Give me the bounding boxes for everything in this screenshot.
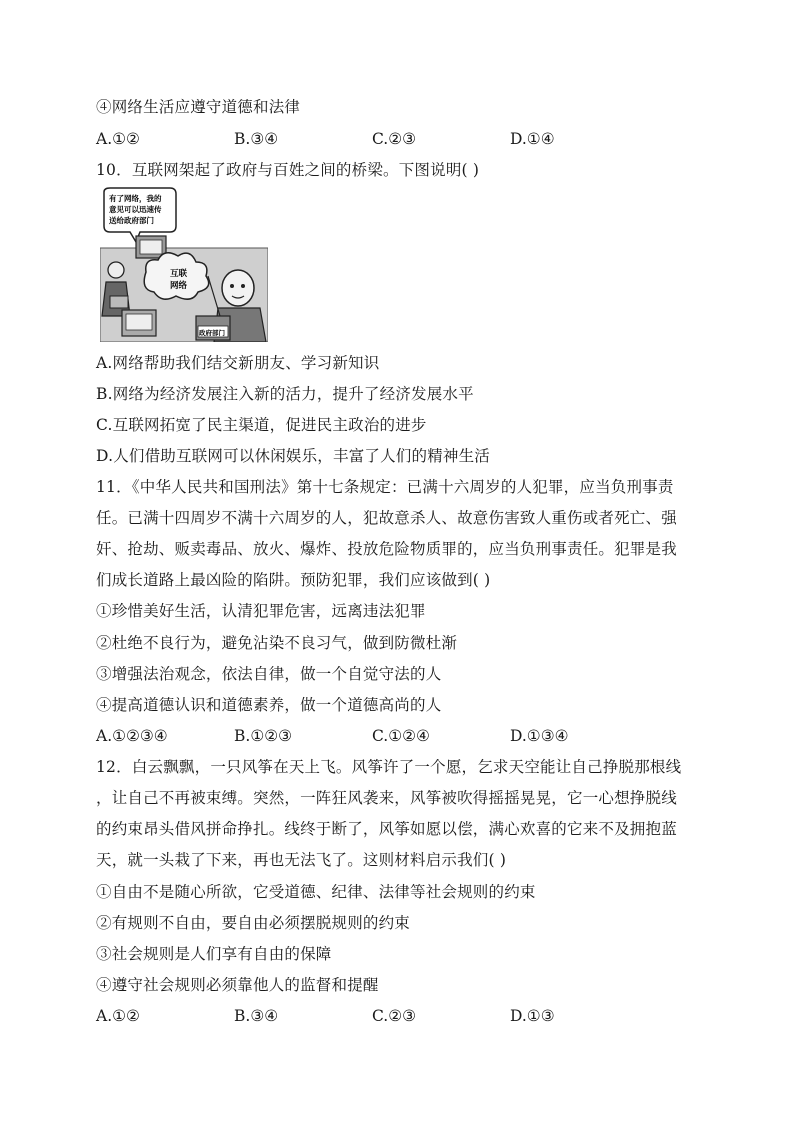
- q9-option-d[interactable]: D.①④: [510, 130, 555, 148]
- q10-option-b[interactable]: B.网络为经济发展注入新的活力，提升了经济发展水平: [96, 385, 474, 403]
- q12-option-c[interactable]: C.②③: [372, 1007, 417, 1025]
- q11-stem-line-1: 11．《中华人民共和国刑法》第十七条规定：已满十六周岁的人犯罪，应当负刑事责: [96, 478, 674, 496]
- bubble-text-3: 送给政府部门: [109, 216, 154, 225]
- q12-statement-4: ④遵守社会规则必须靠他人的监督和提醒: [96, 976, 379, 994]
- q10-stem: 10．互联网架起了政府与百姓之间的桥梁。下图说明( ): [96, 161, 480, 179]
- cloud-text-1: 互联: [170, 269, 188, 279]
- q9-option-b[interactable]: B.③④: [234, 130, 279, 148]
- q12-option-d[interactable]: D.①③: [510, 1007, 555, 1025]
- q12-stem-line-2: ，让自己不再被束缚。突然，一阵狂风袭来，风筝被吹得摇摇晃晃，它一心想挣脱线: [96, 789, 677, 807]
- q10-option-d[interactable]: D.人们借助互联网可以休闲娱乐，丰富了人们的精神生活: [96, 447, 491, 465]
- q12-statement-1: ①自由不是随心所欲，它受道德、纪律、法律等社会规则的约束: [96, 883, 536, 901]
- internet-cartoon: [100, 186, 268, 342]
- q9-options: [96, 129, 716, 149]
- q11-options: [96, 726, 716, 746]
- q10-option-c[interactable]: C.互联网拓宽了民主渠道，促进民主政治的进步: [96, 416, 427, 434]
- person-left-icon: [108, 262, 124, 278]
- q11-statement-2: ②杜绝不良行为，避免沾染不良习气，做到防微杜渐: [96, 634, 458, 652]
- official-icon: [222, 270, 254, 306]
- q12-stem-line-4: 天，就一头栽了下来，再也无法飞了。这则材料启示我们( ): [96, 851, 507, 869]
- cloud-text-2: 网络: [170, 281, 188, 291]
- q9-statement-4: ④网络生活应遵守道德和法律: [96, 98, 301, 116]
- q11-option-c[interactable]: C.①②④: [372, 727, 430, 745]
- desk-sign-text: 政府部门: [199, 329, 225, 337]
- q9-option-c[interactable]: C.②③: [372, 130, 417, 148]
- q11-stem-line-4: 们成长道路上最凶险的陷阱。预防犯罪，我们应该做到( ): [96, 571, 491, 589]
- q12-statement-2: ②有规则不自由，要自由必须摆脱规则的约束: [96, 914, 411, 932]
- q11-statement-3: ③增强法治观念，依法自律，做一个自觉守法的人: [96, 665, 442, 683]
- bubble-text-2: 意见可以迅速传: [109, 205, 162, 214]
- q11-statement-1: ①珍惜美好生活，认清犯罪危害，远离违法犯罪: [96, 602, 426, 620]
- q12-option-b[interactable]: B.③④: [234, 1007, 279, 1025]
- q11-stem-line-2: 任。已满十四周岁不满十六周岁的人，犯故意杀人、故意伤害致人重伤或者死亡、强: [96, 509, 677, 527]
- q11-stem-line-3: 奸、抢劫、贩卖毒品、放火、爆炸、投放危险物质罪的，应当负刑事责任。犯罪是我: [96, 540, 677, 558]
- q11-option-d[interactable]: D.①③④: [510, 727, 569, 745]
- q12-statement-3: ③社会规则是人们享有自由的保障: [96, 945, 332, 963]
- q12-stem-line-3: 的约束昂头借风拼命挣扎。线终于断了，风筝如愿以偿，满心欢喜的它来不及拥抱蓝: [96, 820, 677, 838]
- q10-option-a[interactable]: A.网络帮助我们结交新朋友、学习新知识: [96, 354, 380, 372]
- q12-options: [96, 1006, 716, 1026]
- q12-option-a[interactable]: A.①②: [96, 1007, 140, 1025]
- q12-stem-line-1: 12．白云飘飘，一只风筝在天上飞。风筝许了一个愿，乞求天空能让自己挣脱那根线: [96, 758, 682, 776]
- q11-option-b[interactable]: B.①②③: [234, 727, 293, 745]
- q11-statement-4: ④提高道德认识和道德素养，做一个道德高尚的人: [96, 696, 442, 714]
- bubble-text-1: 有了网络，我的: [109, 194, 162, 203]
- q11-option-a[interactable]: A.①②③④: [96, 727, 168, 745]
- q9-option-a[interactable]: A.①②: [96, 130, 140, 148]
